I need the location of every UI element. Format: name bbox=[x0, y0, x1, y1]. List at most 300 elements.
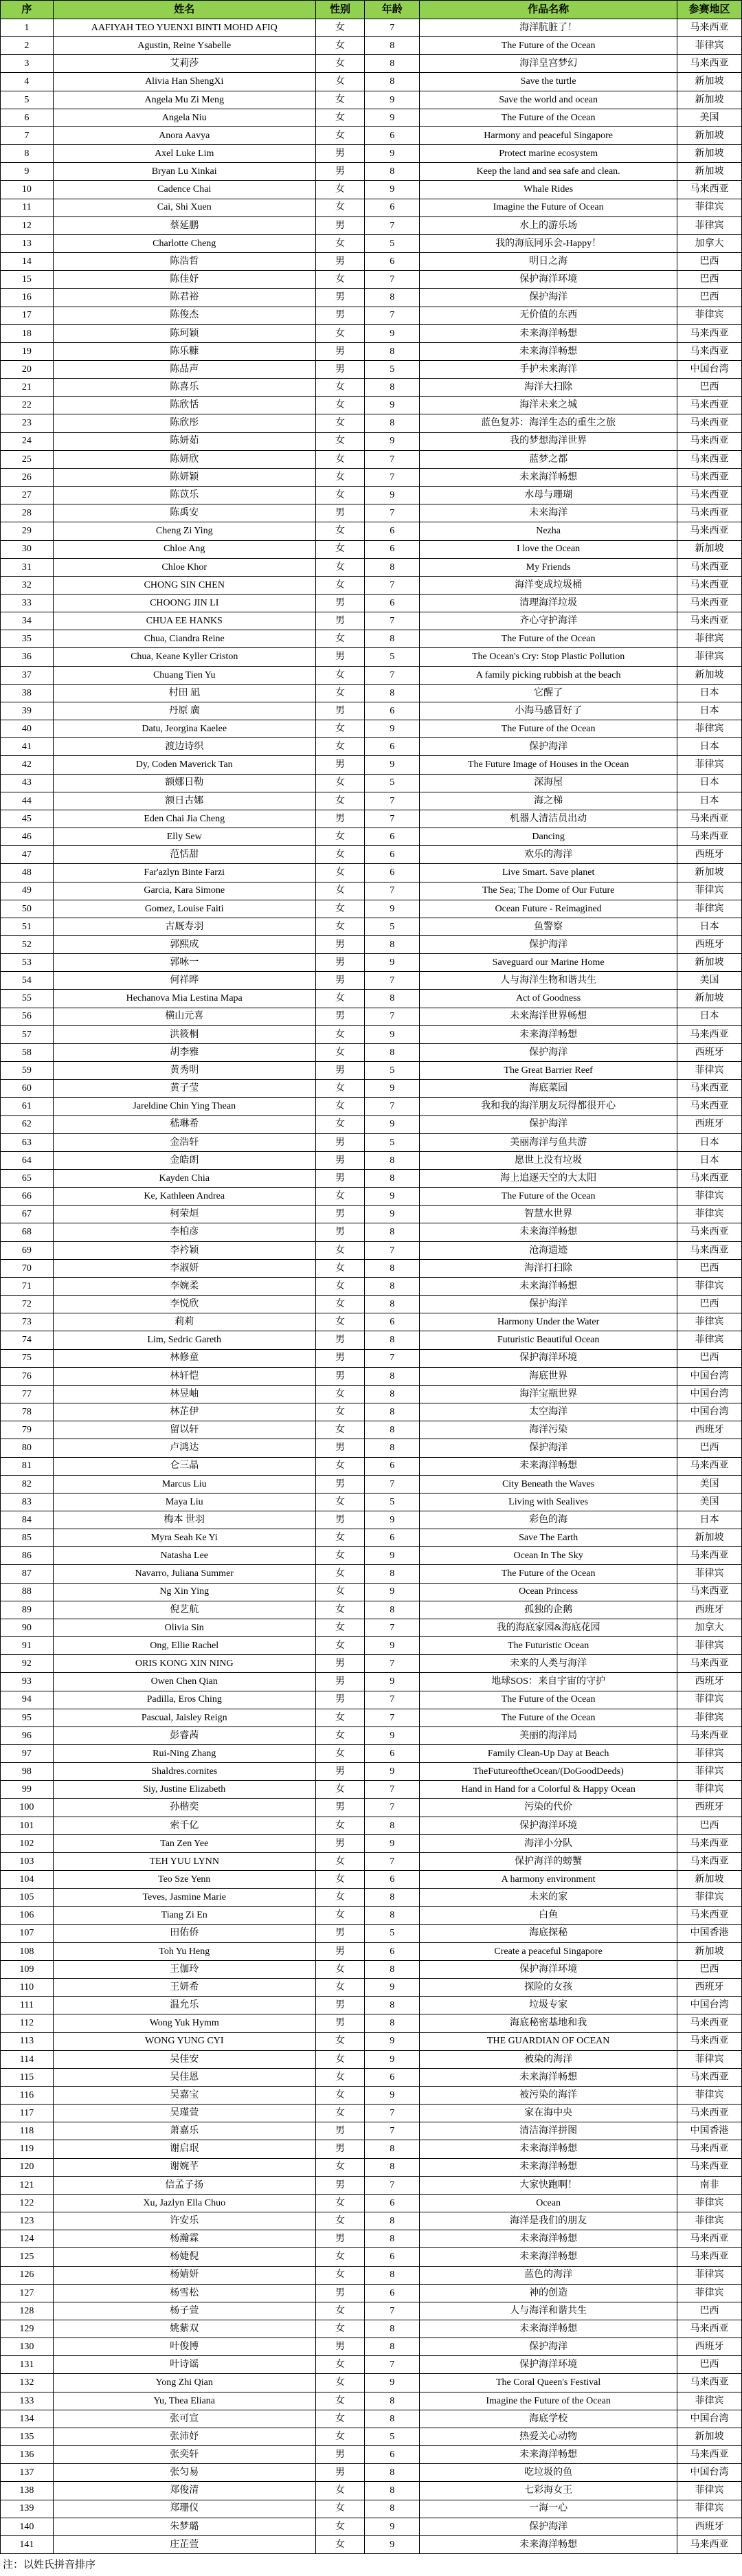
cell-no: 54 bbox=[1, 972, 54, 990]
cell-region: 菲律宾 bbox=[677, 1889, 742, 1907]
cell-name: 柯荣烜 bbox=[53, 1206, 315, 1223]
cell-region: 马来西亚 bbox=[677, 487, 742, 504]
cell-artwork-title: The Future of the Ocean bbox=[420, 1691, 677, 1709]
cell-artwork-title: TheFutureoftheOcean/(DoGoodDeeds) bbox=[420, 1763, 677, 1781]
cell-gender: 女 bbox=[315, 468, 365, 486]
cell-gender: 女 bbox=[315, 109, 365, 126]
cell-gender: 女 bbox=[315, 1025, 365, 1043]
cell-name: Natasha Lee bbox=[53, 1547, 315, 1565]
cell-artwork-title: 小海马感冒好了 bbox=[420, 702, 677, 720]
cell-gender: 女 bbox=[315, 2086, 365, 2104]
cell-region: 菲律宾 bbox=[677, 900, 742, 918]
cell-name: 庄芷萱 bbox=[53, 2535, 315, 2553]
cell-gender: 女 bbox=[315, 846, 365, 864]
cell-gender: 女 bbox=[315, 1043, 365, 1061]
cell-gender: 女 bbox=[315, 2518, 365, 2535]
cell-artwork-title: 保护海洋 bbox=[420, 935, 677, 953]
cell-name: Myra Seah Ke Yi bbox=[53, 1529, 315, 1547]
cell-age: 8 bbox=[365, 1223, 420, 1241]
cell-no: 76 bbox=[1, 1367, 54, 1385]
cell-name: CHONG SIN CHEN bbox=[53, 576, 315, 594]
cell-no: 140 bbox=[1, 2518, 54, 2535]
table-row bbox=[1, 1493, 742, 1511]
cell-region: 菲律宾 bbox=[677, 2500, 742, 2518]
table-row bbox=[1, 2248, 742, 2266]
table-row bbox=[1, 1960, 742, 1978]
cell-name: 林昱岫 bbox=[53, 1385, 315, 1403]
cell-age: 8 bbox=[365, 289, 420, 307]
table-row bbox=[1, 1188, 742, 1206]
cell-age: 9 bbox=[365, 2374, 420, 2392]
cell-no: 17 bbox=[1, 307, 54, 324]
cell-artwork-title: Save the world and ocean bbox=[420, 91, 677, 109]
cell-gender: 女 bbox=[315, 1529, 365, 1547]
cell-region: 新加坡 bbox=[677, 990, 742, 1008]
cell-gender: 女 bbox=[315, 882, 365, 900]
cell-gender: 女 bbox=[315, 2032, 365, 2050]
cell-region: 美国 bbox=[677, 1493, 742, 1511]
table-row bbox=[1, 1206, 742, 1223]
table-row bbox=[1, 2176, 742, 2194]
cell-age: 8 bbox=[365, 684, 420, 702]
cell-region: 马来西亚 bbox=[677, 595, 742, 612]
cell-name: 倪艺航 bbox=[53, 1601, 315, 1619]
cell-name: 吴瑾萱 bbox=[53, 2105, 315, 2122]
cell-region: 马来西亚 bbox=[677, 19, 742, 37]
cell-gender: 男 bbox=[315, 2338, 365, 2356]
cell-region: 菲律宾 bbox=[677, 1781, 742, 1799]
cell-artwork-title: 愿世上没有垃圾 bbox=[420, 1151, 677, 1169]
cell-name: 田佑侨 bbox=[53, 1924, 315, 1942]
cell-no: 85 bbox=[1, 1529, 54, 1547]
cell-no: 133 bbox=[1, 2392, 54, 2410]
cell-no: 46 bbox=[1, 828, 54, 846]
cell-gender: 男 bbox=[315, 2284, 365, 2302]
cell-name: 何祥晔 bbox=[53, 972, 315, 990]
cell-gender: 男 bbox=[315, 307, 365, 324]
cell-artwork-title: 彩色的海 bbox=[420, 1511, 677, 1529]
table-row bbox=[1, 2122, 742, 2140]
cell-region: 西班牙 bbox=[677, 846, 742, 864]
table-row bbox=[1, 2428, 742, 2445]
cell-gender: 男 bbox=[315, 1223, 365, 1241]
cell-no: 136 bbox=[1, 2446, 54, 2464]
cell-age: 8 bbox=[365, 1296, 420, 1313]
cell-name: 温允乐 bbox=[53, 1997, 315, 2014]
cell-age: 9 bbox=[365, 109, 420, 126]
cell-no: 53 bbox=[1, 954, 54, 972]
cell-region: 巴西 bbox=[677, 1296, 742, 1313]
table-row bbox=[1, 630, 742, 648]
cell-region: 中国香港 bbox=[677, 2122, 742, 2140]
cell-no: 25 bbox=[1, 450, 54, 468]
cell-no: 51 bbox=[1, 918, 54, 935]
cell-no: 60 bbox=[1, 1080, 54, 1098]
cell-region: 马来西亚 bbox=[677, 1080, 742, 1098]
cell-artwork-title: Nezha bbox=[420, 522, 677, 540]
table-row bbox=[1, 2105, 742, 2122]
cell-age: 6 bbox=[365, 1457, 420, 1475]
cell-gender: 男 bbox=[315, 2464, 365, 2482]
cell-region: 巴西 bbox=[677, 289, 742, 307]
cell-name: Maya Liu bbox=[53, 1493, 315, 1511]
cell-age: 6 bbox=[365, 702, 420, 720]
cell-region: 巴西 bbox=[677, 1349, 742, 1367]
cell-age: 6 bbox=[365, 1871, 420, 1889]
cell-region: 菲律宾 bbox=[677, 756, 742, 774]
cell-age: 5 bbox=[365, 2428, 420, 2445]
cell-region: 马来西亚 bbox=[677, 2230, 742, 2248]
cell-age: 7 bbox=[365, 2356, 420, 2374]
cell-artwork-title: The Future Image of Houses in the Ocean bbox=[420, 756, 677, 774]
cell-no: 102 bbox=[1, 1834, 54, 1852]
cell-no: 100 bbox=[1, 1799, 54, 1817]
cell-no: 22 bbox=[1, 397, 54, 414]
cell-artwork-title: 我的海底家园&海底花园 bbox=[420, 1619, 677, 1636]
cell-no: 5 bbox=[1, 91, 54, 109]
cell-artwork-title: Saveguard our Marine Home bbox=[420, 954, 677, 972]
table-row bbox=[1, 1098, 742, 1115]
cell-age: 7 bbox=[365, 2302, 420, 2320]
table-row bbox=[1, 324, 742, 342]
cell-name: Elly Sew bbox=[53, 828, 315, 846]
cell-no: 103 bbox=[1, 1852, 54, 1870]
cell-no: 96 bbox=[1, 1726, 54, 1744]
table-row bbox=[1, 1259, 742, 1277]
cell-region: 新加坡 bbox=[677, 666, 742, 684]
cell-region: 菲律宾 bbox=[677, 216, 742, 234]
cell-region: 菲律宾 bbox=[677, 2392, 742, 2410]
table-row bbox=[1, 1313, 742, 1331]
cell-artwork-title: Ocean Princess bbox=[420, 1583, 677, 1601]
cell-name: Eden Chai Jia Cheng bbox=[53, 810, 315, 828]
cell-region: 菲律宾 bbox=[677, 307, 742, 324]
cell-age: 9 bbox=[365, 181, 420, 199]
cell-artwork-title: 它醒了 bbox=[420, 684, 677, 702]
cell-no: 56 bbox=[1, 1008, 54, 1025]
cell-no: 38 bbox=[1, 684, 54, 702]
cell-region: 日本 bbox=[677, 1511, 742, 1529]
cell-region: 巴西 bbox=[677, 1960, 742, 1978]
cell-no: 131 bbox=[1, 2356, 54, 2374]
table-row bbox=[1, 1637, 742, 1655]
table-row bbox=[1, 1223, 742, 1241]
cell-no: 89 bbox=[1, 1601, 54, 1619]
cell-region: 美国 bbox=[677, 1475, 742, 1493]
cell-artwork-title: 未来海洋畅想 bbox=[420, 1277, 677, 1295]
table-row bbox=[1, 1367, 742, 1385]
cell-no: 104 bbox=[1, 1871, 54, 1889]
table-row bbox=[1, 1511, 742, 1529]
cell-artwork-title: The Futuristic Ocean bbox=[420, 1637, 677, 1655]
table-row bbox=[1, 1170, 742, 1188]
cell-age: 9 bbox=[365, 1583, 420, 1601]
table-row bbox=[1, 1781, 742, 1799]
cell-region: 马来西亚 bbox=[677, 2140, 742, 2158]
cell-no: 69 bbox=[1, 1241, 54, 1259]
cell-artwork-title: Save The Earth bbox=[420, 1529, 677, 1547]
cell-region: 菲律宾 bbox=[677, 2266, 742, 2284]
cell-age: 7 bbox=[365, 468, 420, 486]
cell-artwork-title: 海底秘密基地和我 bbox=[420, 2014, 677, 2032]
cell-name: 陈浩哲 bbox=[53, 253, 315, 271]
cell-region: 日本 bbox=[677, 684, 742, 702]
cell-artwork-title: The Sea; The Dome of Our Future bbox=[420, 882, 677, 900]
cell-name: Teves, Jasmine Marie bbox=[53, 1889, 315, 1907]
cell-gender: 女 bbox=[315, 91, 365, 109]
table-row bbox=[1, 1924, 742, 1942]
cell-no: 126 bbox=[1, 2266, 54, 2284]
table-row bbox=[1, 2392, 742, 2410]
cell-gender: 男 bbox=[315, 1997, 365, 2014]
table-row bbox=[1, 487, 742, 504]
cell-name: 朱梦璐 bbox=[53, 2518, 315, 2535]
cell-gender: 女 bbox=[315, 2068, 365, 2086]
cell-no: 117 bbox=[1, 2105, 54, 2122]
cell-age: 6 bbox=[365, 522, 420, 540]
cell-gender: 女 bbox=[315, 271, 365, 289]
cell-gender: 女 bbox=[315, 1493, 365, 1511]
cell-name: 郭熙成 bbox=[53, 935, 315, 953]
table-row bbox=[1, 882, 742, 900]
cell-gender: 女 bbox=[315, 1565, 365, 1583]
cell-artwork-title: 智慧水世界 bbox=[420, 1206, 677, 1223]
cell-gender: 女 bbox=[315, 1726, 365, 1744]
cell-gender: 女 bbox=[315, 2428, 365, 2445]
table-row bbox=[1, 900, 742, 918]
table-row bbox=[1, 2338, 742, 2356]
cell-no: 15 bbox=[1, 271, 54, 289]
table-row bbox=[1, 2050, 742, 2068]
cell-name: 叶俊博 bbox=[53, 2338, 315, 2356]
cell-no: 29 bbox=[1, 522, 54, 540]
cell-no: 30 bbox=[1, 540, 54, 558]
cell-gender: 女 bbox=[315, 234, 365, 252]
cell-age: 8 bbox=[365, 55, 420, 73]
cell-no: 42 bbox=[1, 756, 54, 774]
cell-artwork-title: 未来海洋畅想 bbox=[420, 2230, 677, 2248]
table-row bbox=[1, 199, 742, 216]
table-row bbox=[1, 2194, 742, 2212]
table-row bbox=[1, 1726, 742, 1744]
table-row bbox=[1, 1296, 742, 1313]
table-row bbox=[1, 738, 742, 756]
cell-name: 吴佳安 bbox=[53, 2050, 315, 2068]
cell-region: 巴西 bbox=[677, 2356, 742, 2374]
cell-gender: 女 bbox=[315, 2356, 365, 2374]
cell-region: 菲律宾 bbox=[677, 1062, 742, 1080]
cell-no: 110 bbox=[1, 1979, 54, 1997]
cell-artwork-title: 保护海洋 bbox=[420, 2518, 677, 2535]
cell-region: 马来西亚 bbox=[677, 181, 742, 199]
cell-artwork-title: Ocean Future - Reimagined bbox=[420, 900, 677, 918]
cell-age: 8 bbox=[365, 2392, 420, 2410]
cell-gender: 男 bbox=[315, 1331, 365, 1349]
cell-gender: 女 bbox=[315, 666, 365, 684]
cell-name: 谢启珉 bbox=[53, 2140, 315, 2158]
cell-gender: 女 bbox=[315, 1457, 365, 1475]
cell-region: 新加坡 bbox=[677, 2428, 742, 2445]
cell-gender: 女 bbox=[315, 2248, 365, 2266]
cell-age: 8 bbox=[365, 1367, 420, 1385]
cell-artwork-title: 保护海洋 bbox=[420, 2338, 677, 2356]
cell-no: 64 bbox=[1, 1151, 54, 1169]
table-row bbox=[1, 666, 742, 684]
table-row bbox=[1, 648, 742, 666]
cell-artwork-title: Family Clean-Up Day at Beach bbox=[420, 1745, 677, 1763]
cell-gender: 男 bbox=[315, 1206, 365, 1223]
table-row bbox=[1, 1008, 742, 1025]
cell-artwork-title: Hand in Hand for a Colorful & Happy Ocean bbox=[420, 1781, 677, 1799]
table-row bbox=[1, 253, 742, 271]
cell-artwork-title: 地球SOS：来自宇宙的守护 bbox=[420, 1673, 677, 1691]
sort-note: 注：以姓氏拼音排序 bbox=[3, 2560, 96, 2571]
cell-name: 陈禹安 bbox=[53, 504, 315, 522]
cell-no: 18 bbox=[1, 324, 54, 342]
cell-age: 8 bbox=[365, 1043, 420, 1061]
cell-gender: 女 bbox=[315, 1889, 365, 1907]
table-row bbox=[1, 1852, 742, 1870]
cell-artwork-title: Dancing bbox=[420, 828, 677, 846]
cell-gender: 女 bbox=[315, 1583, 365, 1601]
cell-artwork-title: 未来海洋畅想 bbox=[420, 2320, 677, 2338]
cell-gender: 男 bbox=[315, 595, 365, 612]
cell-region: 西班牙 bbox=[677, 1799, 742, 1817]
cell-gender: 女 bbox=[315, 2266, 365, 2284]
cell-gender: 男 bbox=[315, 1062, 365, 1080]
cell-region: 菲律宾 bbox=[677, 199, 742, 216]
cell-name: 郑俊清 bbox=[53, 2482, 315, 2500]
cell-age: 8 bbox=[365, 1997, 420, 2014]
cell-artwork-title: 垃圾专家 bbox=[420, 1997, 677, 2014]
cell-artwork-title: 手护未来海洋 bbox=[420, 360, 677, 378]
cell-artwork-title: My Friends bbox=[420, 558, 677, 576]
cell-name: 陈欣彤 bbox=[53, 414, 315, 432]
cell-artwork-title: Act of Goodness bbox=[420, 990, 677, 1008]
table-row bbox=[1, 2535, 742, 2553]
cell-artwork-title: 海洋未来之城 bbox=[420, 397, 677, 414]
cell-region: 新加坡 bbox=[677, 91, 742, 109]
cell-region: 马来西亚 bbox=[677, 2068, 742, 2086]
cell-region: 马来西亚 bbox=[677, 1170, 742, 1188]
table-row bbox=[1, 55, 742, 73]
cell-age: 8 bbox=[365, 2140, 420, 2158]
cell-age: 7 bbox=[365, 2105, 420, 2122]
cell-no: 141 bbox=[1, 2535, 54, 2553]
cell-gender: 女 bbox=[315, 1385, 365, 1403]
cell-no: 91 bbox=[1, 1637, 54, 1655]
cell-gender: 女 bbox=[315, 2050, 365, 2068]
cell-region: 马来西亚 bbox=[677, 2248, 742, 2266]
cell-region: 西班牙 bbox=[677, 935, 742, 953]
cell-gender: 女 bbox=[315, 1637, 365, 1655]
cell-region: 中国台湾 bbox=[677, 2410, 742, 2428]
cell-region: 新加坡 bbox=[677, 1529, 742, 1547]
cell-region: 菲律宾 bbox=[677, 648, 742, 666]
cell-name: 范恬甜 bbox=[53, 846, 315, 864]
cell-region: 马来西亚 bbox=[677, 2446, 742, 2464]
cell-name: 陈品声 bbox=[53, 360, 315, 378]
cell-no: 88 bbox=[1, 1583, 54, 1601]
cell-region: 日本 bbox=[677, 792, 742, 810]
cell-artwork-title: 清洁海洋拼图 bbox=[420, 2122, 677, 2140]
cell-no: 77 bbox=[1, 1385, 54, 1403]
header-cell-region: 参赛地区 bbox=[677, 1, 742, 19]
cell-name: 陈欣恬 bbox=[53, 397, 315, 414]
table-row bbox=[1, 1529, 742, 1547]
cell-age: 9 bbox=[365, 2518, 420, 2535]
cell-region: 马来西亚 bbox=[677, 2320, 742, 2338]
cell-no: 95 bbox=[1, 1709, 54, 1726]
cell-no: 139 bbox=[1, 2500, 54, 2518]
cell-region: 马来西亚 bbox=[677, 55, 742, 73]
cell-region: 马来西亚 bbox=[677, 810, 742, 828]
cell-artwork-title: 清理海洋垃圾 bbox=[420, 595, 677, 612]
cell-no: 40 bbox=[1, 720, 54, 738]
cell-region: 南非 bbox=[677, 2176, 742, 2194]
cell-age: 6 bbox=[365, 846, 420, 864]
cell-age: 8 bbox=[365, 2266, 420, 2284]
cell-no: 66 bbox=[1, 1188, 54, 1206]
cell-artwork-title: 美丽的海洋局 bbox=[420, 1726, 677, 1744]
table-row bbox=[1, 504, 742, 522]
cell-no: 37 bbox=[1, 666, 54, 684]
table-row bbox=[1, 2230, 742, 2248]
cell-gender: 女 bbox=[315, 1296, 365, 1313]
cell-region: 马来西亚 bbox=[677, 2158, 742, 2176]
cell-no: 125 bbox=[1, 2248, 54, 2266]
cell-no: 134 bbox=[1, 2410, 54, 2428]
cell-age: 6 bbox=[365, 2068, 420, 2086]
cell-name: Pascual, Jaisley Reign bbox=[53, 1709, 315, 1726]
cell-name: Datu, Jeorgina Kaelee bbox=[53, 720, 315, 738]
cell-gender: 女 bbox=[315, 1188, 365, 1206]
table-row bbox=[1, 1385, 742, 1403]
table-row bbox=[1, 935, 742, 953]
cell-region: 马来西亚 bbox=[677, 504, 742, 522]
cell-artwork-title: 未来海洋 bbox=[420, 504, 677, 522]
cell-gender: 男 bbox=[315, 1349, 365, 1367]
cell-region: 中国台湾 bbox=[677, 2464, 742, 2482]
cell-gender: 女 bbox=[315, 576, 365, 594]
cell-artwork-title: 蓝色的海洋 bbox=[420, 2266, 677, 2284]
table-row bbox=[1, 846, 742, 864]
cell-name: Chua, Keane Kyller Criston bbox=[53, 648, 315, 666]
cell-artwork-title: 未来海洋畅想 bbox=[420, 2140, 677, 2158]
cell-no: 14 bbox=[1, 253, 54, 271]
cell-gender: 女 bbox=[315, 720, 365, 738]
cell-age: 8 bbox=[365, 1601, 420, 1619]
table-row bbox=[1, 756, 742, 774]
cell-gender: 女 bbox=[315, 1709, 365, 1726]
cell-artwork-title: 海之梯 bbox=[420, 792, 677, 810]
cell-name: Ng Xin Ying bbox=[53, 1583, 315, 1601]
cell-name: 陈佳妤 bbox=[53, 271, 315, 289]
cell-no: 105 bbox=[1, 1889, 54, 1907]
header-cell-name: 姓名 bbox=[53, 1, 315, 19]
cell-name: 陈君裕 bbox=[53, 289, 315, 307]
cell-artwork-title: The Future of the Ocean bbox=[420, 1565, 677, 1583]
table-row bbox=[1, 1439, 742, 1457]
cell-no: 122 bbox=[1, 2194, 54, 2212]
cell-region: 巴西 bbox=[677, 379, 742, 397]
table-row bbox=[1, 2158, 742, 2176]
cell-artwork-title: Ocean bbox=[420, 2194, 677, 2212]
cell-no: 57 bbox=[1, 1025, 54, 1043]
cell-no: 49 bbox=[1, 882, 54, 900]
table-row bbox=[1, 1834, 742, 1852]
cell-age: 8 bbox=[365, 1439, 420, 1457]
